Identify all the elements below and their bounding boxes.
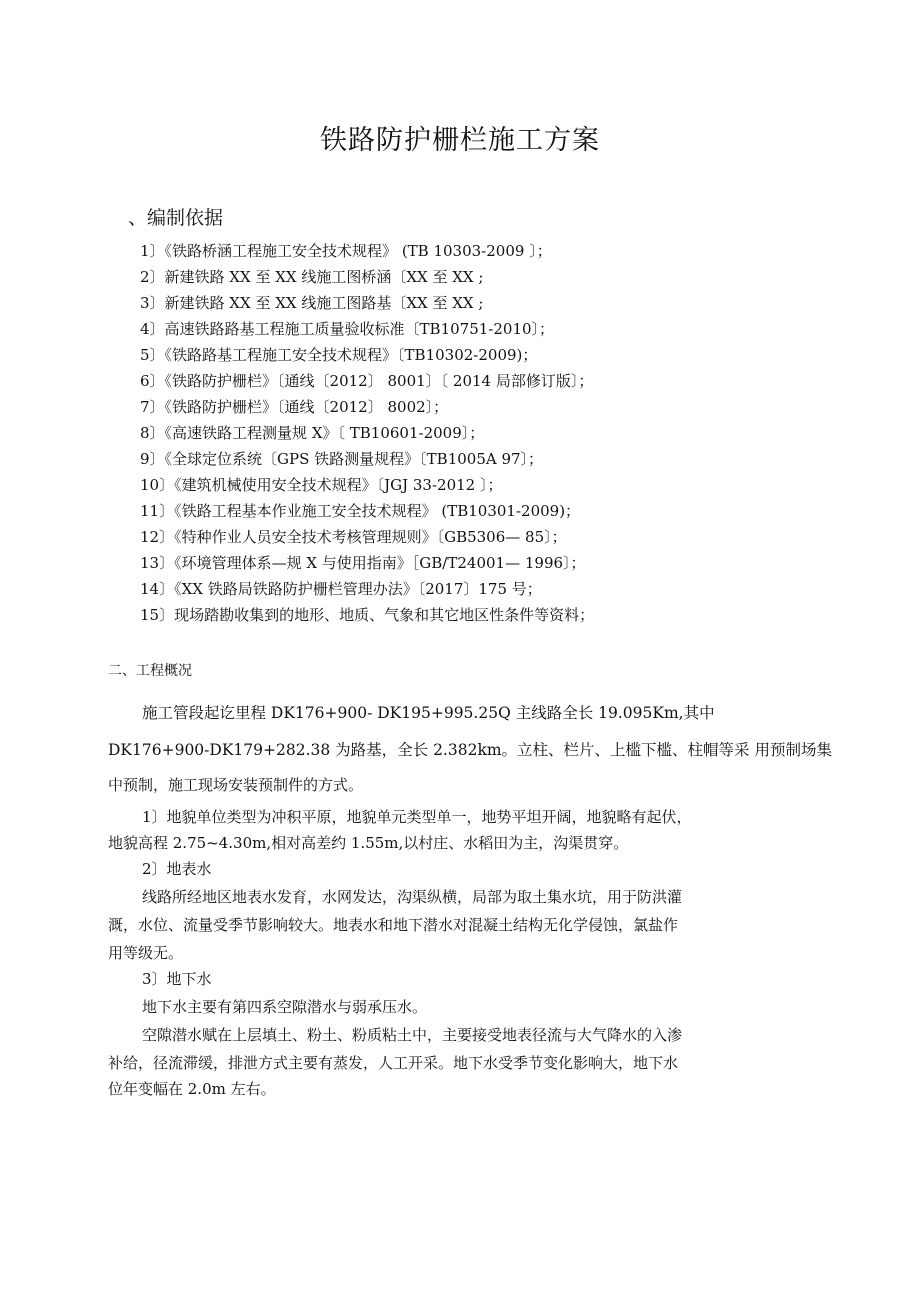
- surface-water-line: 溉，水位、流量受季节影响较大。地表水和地下潜水对混凝土结构无化学侵蚀，氯盐作: [108, 916, 679, 934]
- overview-paragraph-line: 施工管段起讫里程 DK176+900- DK195+995.25Q 主线路全长 19.095Km,其中: [142, 704, 715, 722]
- reference-item: 6〕《铁路防护栅栏》〔通线〔2012〕 8001〕〔 2014 局部修订版〕；: [140, 372, 594, 390]
- groundwater-line: 地下水主要有第四系空隙潜水与弱承压水。: [142, 998, 428, 1016]
- surface-water-line: 线路所经地区地表水发育，水网发达，沟渠纵横，局部为取土集水坑，用于防洪灌: [142, 888, 683, 906]
- overview-paragraph-line: 中预制，施工现场安装预制件的方式。: [108, 776, 364, 794]
- reference-item: 12〕《特种作业人员安全技术考核管理规则》〔GB5306— 85〕；: [140, 528, 567, 546]
- reference-item: 1〕《铁路桥涵工程施工安全技术规程》 (TB 10303-2009 〕；: [140, 242, 552, 260]
- reference-item: 13〕《环境管理体系—规 X 与使用指南》［GB/T24001— 1996〕；: [140, 554, 586, 572]
- reference-item: 15〕现场踏勘收集到的地形、地质、气象和其它地区性条件等资料；: [140, 606, 595, 624]
- groundwater-line: 位年变幅在 2.0m 左右。: [108, 1080, 276, 1098]
- reference-item: 3〕新建铁路 XX 至 XX 线施工图路基〔XX 至 XX ;: [140, 294, 484, 312]
- reference-item: 2〕新建铁路 XX 至 XX 线施工图桥涵〔XX 至 XX ;: [140, 268, 484, 286]
- landform-line: 地貌高程 2.75~4.30m,相对高差约 1.55m,以村庄、水稻田为主，沟渠贯穿。: [108, 834, 629, 852]
- section-heading-overview: 二、工程概况: [108, 663, 192, 679]
- reference-item: 5〕《铁路路基工程施工安全技术规程》〔TB10302-2009)；: [140, 346, 538, 364]
- section-heading-basis: 、编制依据: [128, 207, 224, 229]
- document-title: 铁路防护栅栏施工方案: [320, 125, 600, 156]
- reference-item: 8〕《高速铁路工程测量规 X》〔 TB10601-2009〕；: [140, 424, 485, 442]
- landform-line: 1〕地貌单位类型为冲积平原，地貌单元类型单一，地势平坦开阔，地貌略有起伏，: [142, 808, 692, 826]
- reference-item: 7〕《铁路防护栅栏》〔通线〔2012〕 8002〕；: [140, 398, 449, 416]
- groundwater-line: 补给，径流滞缓，排泄方式主要有蒸发，人工开采。地下水受季节变化影响大，地下水: [108, 1054, 679, 1072]
- reference-item: 14〕《XX 铁路局铁路防护栅栏管理办法》〔2017〕175 号；: [140, 580, 542, 598]
- reference-item: 9〕《全球定位系统〔GPS 铁路测量规程》〔TB1005A 97〕；: [140, 450, 544, 468]
- subheading-groundwater: 3〕地下水: [142, 970, 212, 988]
- reference-item: 11〕《铁路工程基本作业施工安全技术规程》 (TB10301-2009)；: [140, 502, 581, 520]
- overview-paragraph-line: DK176+900-DK179+282.38 为路基，全长 2.382km。立柱、栏片、上槛下槛、柱帽等采 用预制场集: [108, 741, 832, 759]
- reference-item: 4〕高速铁路路基工程施工质量验收标准〔TB10751-2010〕；: [140, 320, 555, 338]
- subheading-surface-water: 2〕地表水: [142, 860, 212, 878]
- surface-water-line: 用等级无。: [108, 944, 184, 962]
- groundwater-line: 空隙潜水赋在上层填土、粉土、粉质粘土中，主要接受地表径流与大气降水的入渗: [142, 1026, 683, 1044]
- reference-item: 10〕《建筑机械使用安全技术规程》〔JGJ 33-2012 〕；: [140, 476, 503, 494]
